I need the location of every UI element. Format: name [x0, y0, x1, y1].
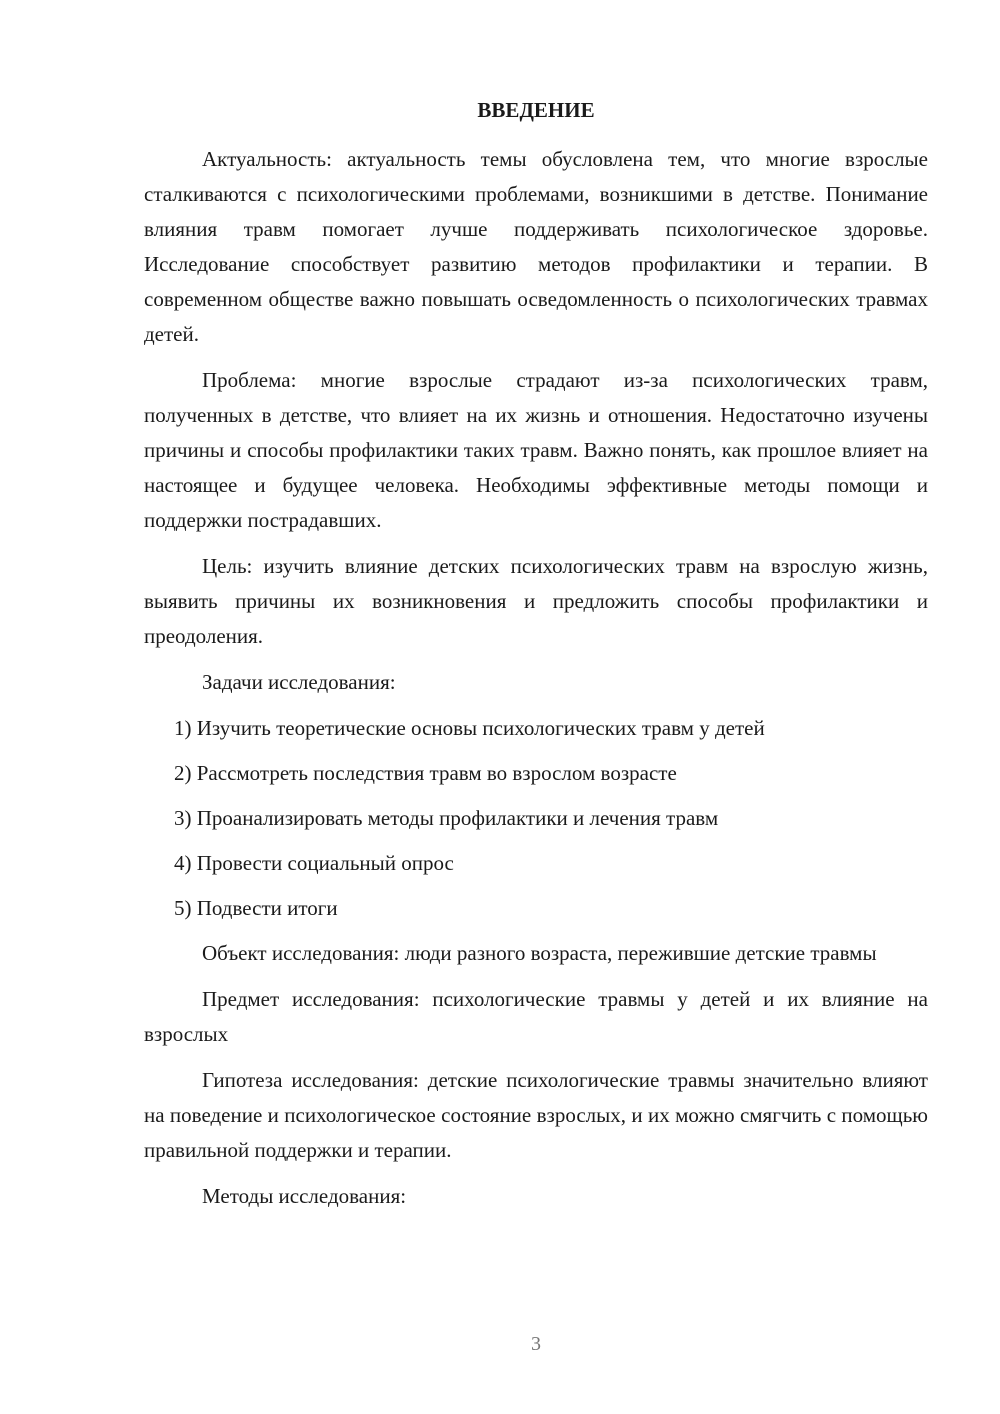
page-number: 3 — [531, 1333, 541, 1355]
list-item: 1) Изучить теоретические основы психологических травм у детей — [174, 716, 765, 740]
paragraph-problem: Проблема: многие взрослые страдают из-за психологических травм, полученных в детстве, что влияет на их жизнь и отношения. Недостаточно изучены причины и способы профилактики таких травм. Важно понять, как прошлое влияет на настоящее и будущее человека. Необходимы эффективные методы помощи и поддержки пострадавших. — [144, 368, 928, 532]
paragraph-subject: Предмет исследования: психологические травмы у детей и их влияние на взрослых — [144, 987, 928, 1046]
paragraph-goal: Цель: изучить влияние детских психологических травм на взрослую жизнь, выявить причины их возникновения и предложить способы профилактики и преодоления. — [144, 554, 928, 648]
list-item: 4) Провести социальный опрос — [174, 851, 454, 875]
list-item: 5) Подвести итоги — [174, 896, 338, 920]
methods-heading: Методы исследования: — [202, 1184, 407, 1208]
paragraph-object: Объект исследования: люди разного возраста, пережившие детские травмы — [202, 941, 877, 965]
section-title: ВВЕДЕНИЕ — [477, 98, 595, 122]
paragraph-relevance: Актуальность: актуальность темы обусловлена тем, что многие взрослые сталкиваются с психологическими проблемами, возникшими в детстве. Понимание влияния травм помогает лучше поддерживать психологическое здоровье. Исследование способствует развитию методов профилактики и терапии. В современном обществе важно повышать осведомленность о психологических травмах детей. — [144, 147, 928, 346]
tasks-list — [144, 711, 928, 926]
list-item: 2) Рассмотреть последствия травм во взрослом возрасте — [174, 761, 677, 785]
tasks-heading: Задачи исследования: — [202, 670, 396, 694]
list-item: 3) Проанализировать методы профилактики и лечения травм — [174, 806, 719, 830]
body-text — [144, 142, 928, 1225]
paragraph-hypothesis: Гипотеза исследования: детские психологические травмы значительно влияют на поведение и психологическое состояние взрослых, и их можно смягчить с помощью правильной поддержки и терапии. — [144, 1068, 928, 1162]
